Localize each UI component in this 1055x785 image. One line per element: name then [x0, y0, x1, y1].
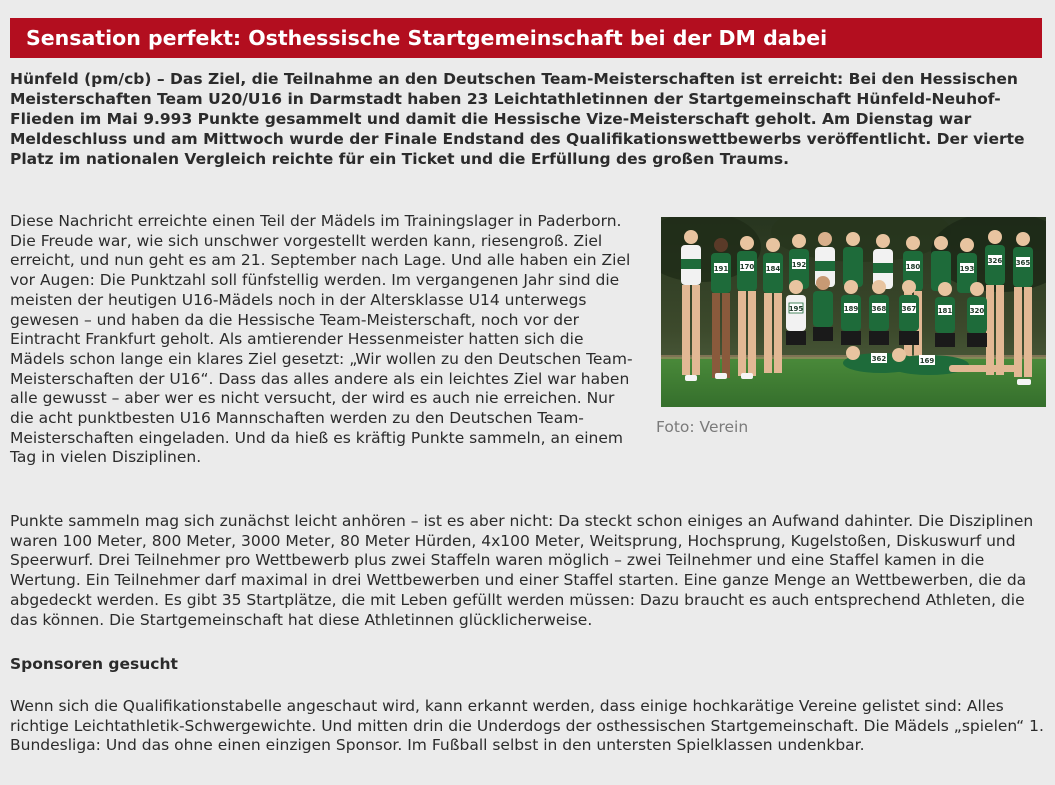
- headline-bar: [10, 18, 1042, 58]
- article-paragraph: Wenn sich die Qualifikationstabelle angeschaut wird, kann erkannt werden, dass einige hochkarätige Vereine gelistet sind: Alles richtige Leichtathletik-Schwergewichte. Und mitten drin die Underdogs der osthessischen Startgemeinschaft. Die Mädels „spielen“ 1. Bundesliga: Und das ohne einen einzigen Sponsor. Im Fußball selbst in den untersten Spielklassen undenkbar.: [10, 697, 1044, 755]
- article-paragraph: Punkte sammeln mag sich zunächst leicht anhören – ist es aber nicht: Da steckt schon einiges an Aufwand dahinter. Die Disziplinen waren 100 Meter, 800 Meter, 3000 Meter, 80 Meter Hürden, 4x100 Meter, Weitsprung, Hochsprung, Kugelstoßen, Diskuswurf und Speerwurf. Drei Teilnehmer pro Wettbewerb plus zwei Staffeln waren möglich – zwei Teilnehmer und eine Staffel kamen in die Wertung. Ein Teilnehmer darf maximal in drei Wettbewerben und einer Staffel starten. Eine ganze Menge an Wettbewerben, die da abgedeckt werden. Es gibt 35 Startplätze, die mit Leben gefüllt werden müssen: Dazu braucht es auch entsprechend Athleten, die das können. Die Startgemeinschaft hat diese Athletinnen glücklicherweise.: [10, 512, 1034, 629]
- article-paragraph: Diese Nachricht erreichte einen Teil der Mädels im Trainingslager in Paderborn. Die Freude war, wie sich unschwer vorgestellt werden kann, riesengroß. Ziel erreicht, und nun geht es am 21. September nach Lage. Und alle haben ein Ziel vor Augen: Die Punktzahl soll fünfstellig werden. Im vergangenen Jahr sind die meisten der heutigen U16-Mädels noch in der Altersklasse U14 unterwegs gewesen – und haben da die Hessische Team-Meisterschaft, noch vor der Eintracht Frankfurt geholt. Als amtierender Hessenmeister hatten sich die Mädels schon lange ein klares Ziel gesetzt: „Wir wollen zu den Deutschen Team-Meisterschaften der U16“. Dass das alles andere als ein leichtes Ziel war haben alle gewusst – aber wer es nicht versucht, der wird es auch nie erreichen. Nur die acht punktbesten U16 Mannschaften werden zu den Deutschen Team-Meisterschaften eingeladen. Und da hieß es kräftig Punkte sammeln, an einem Tag in vielen Disziplinen.: [10, 212, 633, 467]
- article-title: Sensation perfekt: Osthessische Startgemeinschaft bei der DM dabei: [26, 26, 828, 50]
- bib-number: 193: [959, 265, 975, 273]
- photo-caption: Foto: Verein: [656, 418, 749, 436]
- bib-number: 180: [905, 263, 921, 271]
- bib-number: 189: [843, 305, 859, 313]
- bib-number: 195: [788, 305, 804, 313]
- bib-number: 362: [871, 355, 887, 363]
- bib-number: 192: [791, 261, 807, 269]
- section-heading: Sponsoren gesucht: [10, 655, 178, 673]
- bib-number: 170: [739, 263, 755, 271]
- bib-number: 368: [871, 305, 887, 313]
- team-photo[interactable]: [661, 217, 1046, 407]
- team-photo-figure: [661, 217, 1046, 407]
- article-lead: Hünfeld (pm/cb) – Das Ziel, die Teilnahme an den Deutschen Team-Meisterschaften ist erreicht: Bei den Hessischen Meisterschaften Team U20/U16 in Darmstadt haben 23 Leichtathletinnen der Startgemeinschaft Hünfeld-Neuhof-Flieden im Mai 9.993 Punkte gesammelt und damit die Hessische Vize-Meisterschaft geholt. Am Dienstag war Meldeschluss und am Mittwoch wurde der Finale Endstand des Qualifikationswettbewerbs veröffentlicht. Der vierte Platz im nationalen Vergleich reichte für ein Ticket und die Erfüllung des großen Traums.: [10, 70, 1025, 168]
- bib-number: 184: [765, 265, 781, 273]
- bib-number: 169: [919, 357, 935, 365]
- bib-number: 365: [1015, 259, 1031, 267]
- bib-number: 320: [969, 307, 985, 315]
- bib-number: 326: [987, 257, 1003, 265]
- bib-number: 367: [901, 305, 917, 313]
- bib-number: 181: [937, 307, 953, 315]
- bib-number: 191: [713, 265, 729, 273]
